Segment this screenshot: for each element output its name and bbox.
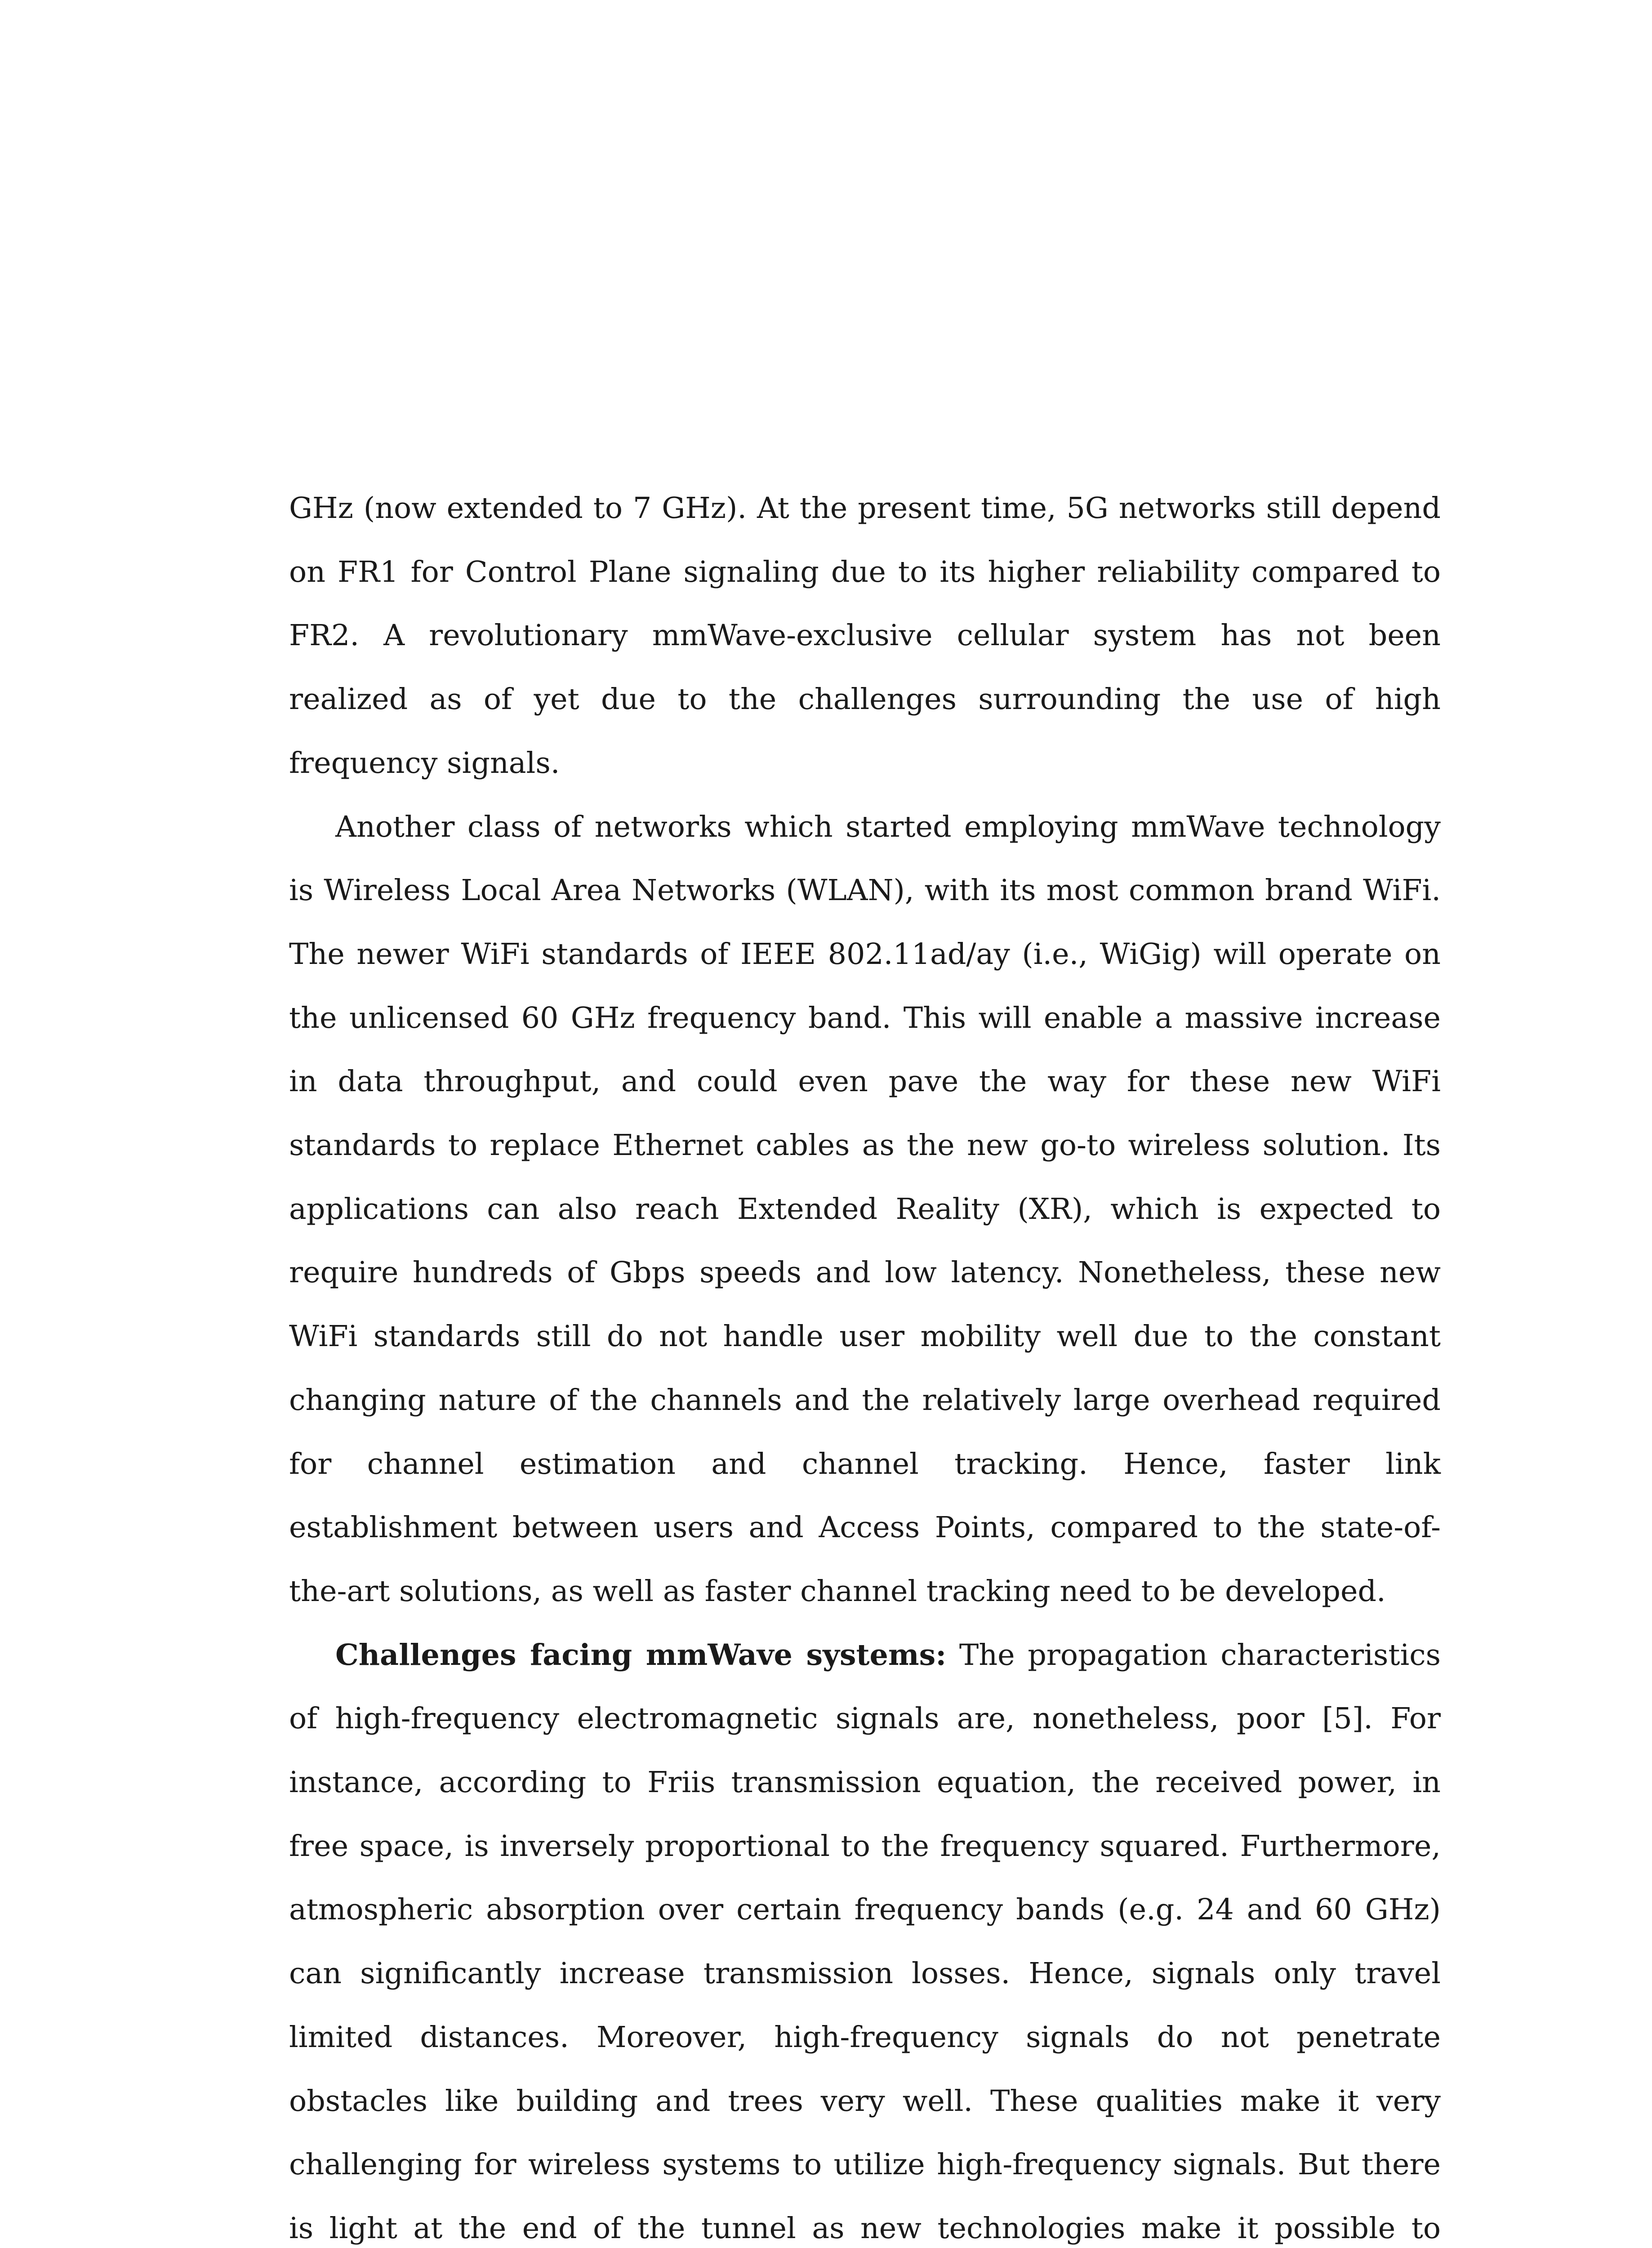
paragraph-challenges-text: The propagation characteristics of high-frequency electromagnetic signals are, nonetheless, poor [5]. For instance, according to Friis transmission equation, the received power, in free space, is inversely proportional to the frequency squared. Furthermore, atmospheric absorption over certain frequency bands (e.g. 24 and 60 GHz) can significantly increase transmission losses. Hence, signals only travel limited distances. Moreover, high-frequency signals do not penetrate obstacles like building and trees very well. These qualities make it very challenging for wireless systems to utilize high-frequency signals. But there is light at the end of the tunnel as new technologies make it possible to	[289, 1638, 1441, 2245]
paragraph-challenges	[289, 1624, 1441, 2248]
paragraph-continuation: GHz (now extended to 7 GHz). At the present time, 5G networks still depend on FR1 for Control Plane signaling due to its higher reliability compared to FR2. A revolutionary mmWave-exclusive cellular system has not been realized as of yet due to the challenges surrounding the use of high frequency signals.	[289, 491, 1441, 780]
run-in-heading: Challenges facing mmWave systems:	[335, 1637, 947, 1672]
body-text	[289, 477, 1441, 2248]
paragraph-wlan: Another class of networks which started employing mmWave technology is Wireless Local Area Networks (WLAN), with its most common brand WiFi. The newer WiFi standards of IEEE 802.11ad/ay (i.e., WiGig) will operate on the unlicensed 60 GHz frequency band. This will enable a massive increase in data throughput, and could even pave the way for these new WiFi standards to replace Ethernet cables as the new go-to wireless solution. Its applications can also reach Extended Reality (XR), which is expected to require hundreds of Gbps speeds and low latency. Nonetheless, these new WiFi standards still do not handle user mobility well due to the constant changing nature of the channels and the relatively large overhead required for channel estimation and channel tracking. Hence, faster link establishment between users and Access Points, compared to the state-of-the-art solutions, as well as faster channel tracking need to be developed.	[289, 810, 1441, 1608]
